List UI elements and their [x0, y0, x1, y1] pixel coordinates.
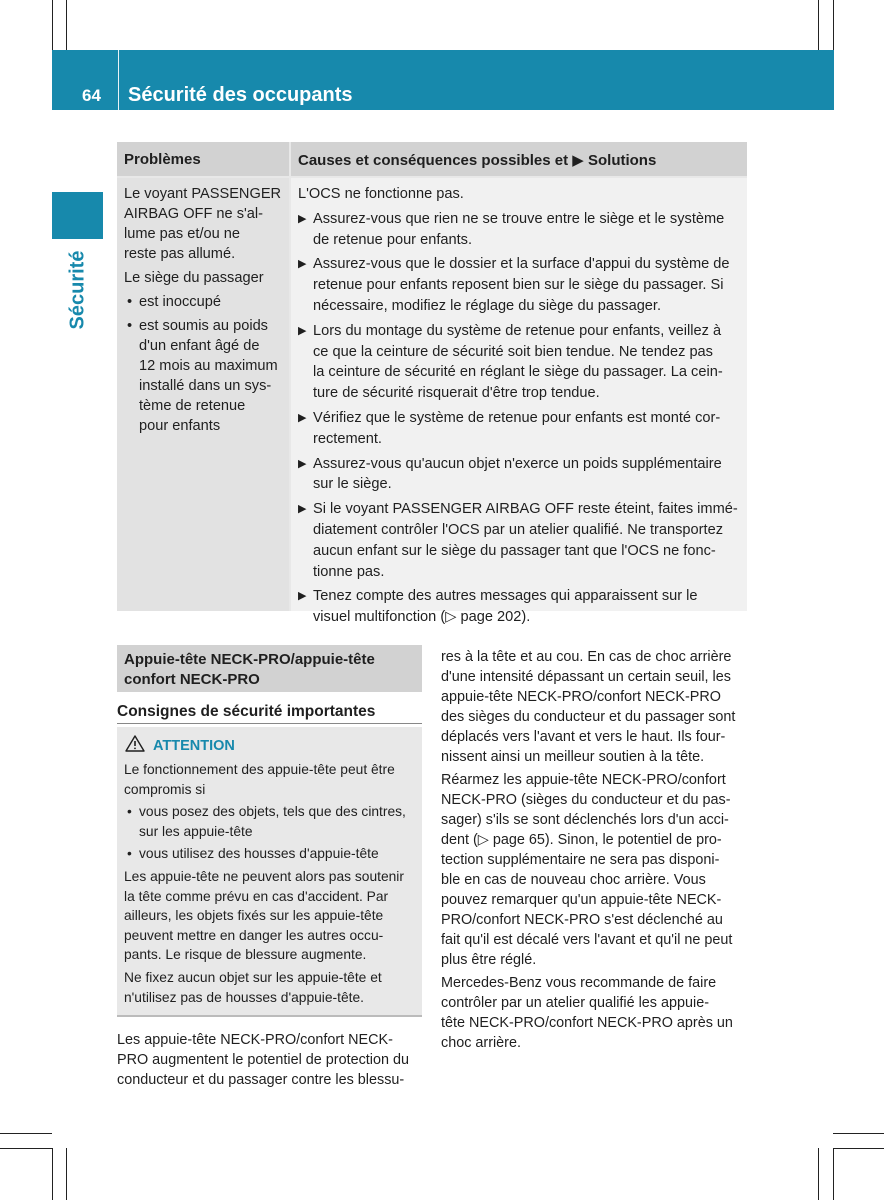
crop-mark [0, 1133, 52, 1134]
crop-mark [52, 1148, 53, 1200]
solution-step: ▶ Lors du montage du système de retenue pour enfants, veillez à ce que la ceinture de sécurité soit bien tendue. Ne tendez pas la ceinture de sécurité en réglant le siège du passager. La cein- ture de sécurité risquerait d'être trop tendue. [298, 321, 744, 404]
body-paragraph: Mercedes-Benz vous recommande de faire contrôler par un atelier qualifié les appuie- tête NECK-PRO/confort NECK-PRO après un choc arrière. [441, 975, 733, 1051]
solution-step: ▶ Assurez-vous qu'aucun objet n'exerce un poids supplémentaire sur le siège. [298, 454, 744, 496]
crop-mark [833, 0, 834, 50]
crop-mark [818, 1148, 819, 1200]
seat-text: Le siège du passager [124, 270, 264, 286]
warning-title [125, 735, 235, 757]
crop-mark [66, 1148, 67, 1200]
crop-mark [818, 0, 819, 50]
crop-mark [66, 0, 67, 50]
cause-text: L'OCS ne fonctionne pas. [298, 186, 464, 202]
solution-step: ▶ Assurez-vous que le dossier et la surface d'appui du système de retenue pour enfants reposent bien sur le siège du passager. Si nécessaire, modifiez le réglage du siège du passager. [298, 254, 744, 316]
side-tab-marker [52, 192, 103, 239]
troubleshooting-table [117, 142, 747, 626]
body-paragraph: Les appuie-tête NECK-PRO/confort NECK- PRO augmentent le potentiel de protection du conducteur et du passager contre les blessu- [117, 1032, 410, 1088]
warning-triangle-icon [125, 735, 145, 757]
problem-bullet: • est inoccupé [124, 292, 284, 312]
section-title: Sécurité des occupants [128, 84, 353, 106]
table-header-causes [291, 142, 747, 176]
crop-mark [0, 1148, 52, 1149]
body-paragraph: Réarmez les appuie-tête NECK-PRO/confort NECK-PRO (sièges du conducteur et du pas- sager) s'ils se sont déclenchés lors d'un acci- dent (▷ page 65). Sinon, le potentiel de pro- tection supplémentaire ne sera pas disponi- ble en cas de nouveau choc arrière. Vous pouvez remarquer qu'un appuie-tête NECK- PRO/confort NECK-PRO s'est déclenché au fait qu'il est décalé vers l'avant et qu'il ne peut plus être réglé. [441, 772, 733, 968]
solutions-cell [291, 178, 747, 626]
page-header [52, 50, 834, 110]
header-divider [118, 50, 119, 110]
warning-label: ATTENTION [153, 738, 235, 754]
warning-paragraph: Ne fixez aucun objet sur les appuie-tête et n'utilisez pas de housses d'appuie-tête. [124, 969, 382, 1005]
crop-mark [52, 0, 53, 50]
subheading-rule [117, 723, 422, 724]
solution-step: ▶ Assurez-vous que rien ne se trouve entre le siège et le système de retenue pour enfants. [298, 209, 744, 251]
page-number: 64 [82, 86, 101, 105]
side-chapter-label: Sécurité [66, 250, 89, 330]
table-header-label: Problèmes [124, 151, 201, 168]
crop-mark [833, 1133, 884, 1134]
warning-box [117, 727, 422, 1017]
warning-bullet: • vous posez des objets, tels que des cintres, sur les appuie-tête [124, 802, 417, 841]
safety-subheading: Consignes de sécurité importantes [117, 703, 376, 720]
solution-step: ▶ Si le voyant PASSENGER AIRBAG OFF reste éteint, faites immé- diatement contrôler l'OCS par un atelier qualifié. Ne transportez aucun enfant sur le siège du passager tant que l'OCS ne fonc- tionne pas. [298, 499, 744, 582]
crop-mark [833, 1148, 834, 1200]
warning-intro: Le fonctionnement des appuie-tête peut être compromis si [124, 762, 395, 797]
solution-step: ▶ Vérifiez que le système de retenue pour enfants est monté cor- rectement. [298, 408, 744, 450]
right-column-text [441, 647, 747, 1056]
problem-bullet: • est soumis au poids d'un enfant âgé de 12 mois au maximum installé dans un sys- tème de retenue pour enfants [124, 316, 284, 436]
warning-paragraph: Les appuie-tête ne peuvent alors pas soutenir la tête comme prévu en cas d'accident. Par ailleurs, les objets fixés sur les appuie-tête peuvent mettre en danger les autres occu- pants. Le risque de blessure augmente. [124, 868, 404, 963]
table-header-problems [117, 142, 289, 176]
warning-bullet: • vous utilisez des housses d'appuie-tête [124, 844, 417, 864]
problem-cell [117, 178, 289, 611]
solution-step: ▶ Tenez compte des autres messages qui apparaissent sur le visuel multifonction (▷ page 202). [298, 586, 744, 628]
crop-mark [833, 1148, 884, 1149]
body-paragraph: res à la tête et au cou. En cas de choc arrière d'une intensité dépassant un certain seuil, les appuie-tête NECK-PRO/confort NECK-PRO des sièges du conducteur et du passager sont déplacés vers l'avant et vers le haut. Ils four- nissent ainsi un meilleur soutien à la tête. [441, 649, 736, 765]
neck-pro-heading: Appuie-tête NECK-PRO/appuie-tête confort NECK-PRO [117, 645, 422, 692]
table-header-label: Causes et conséquences possibles et ▶ Solutions [298, 152, 657, 169]
problem-text: Le voyant PASSENGER AIRBAG OFF ne s'al- lume pas et/ou ne reste pas allumé. [124, 186, 282, 262]
